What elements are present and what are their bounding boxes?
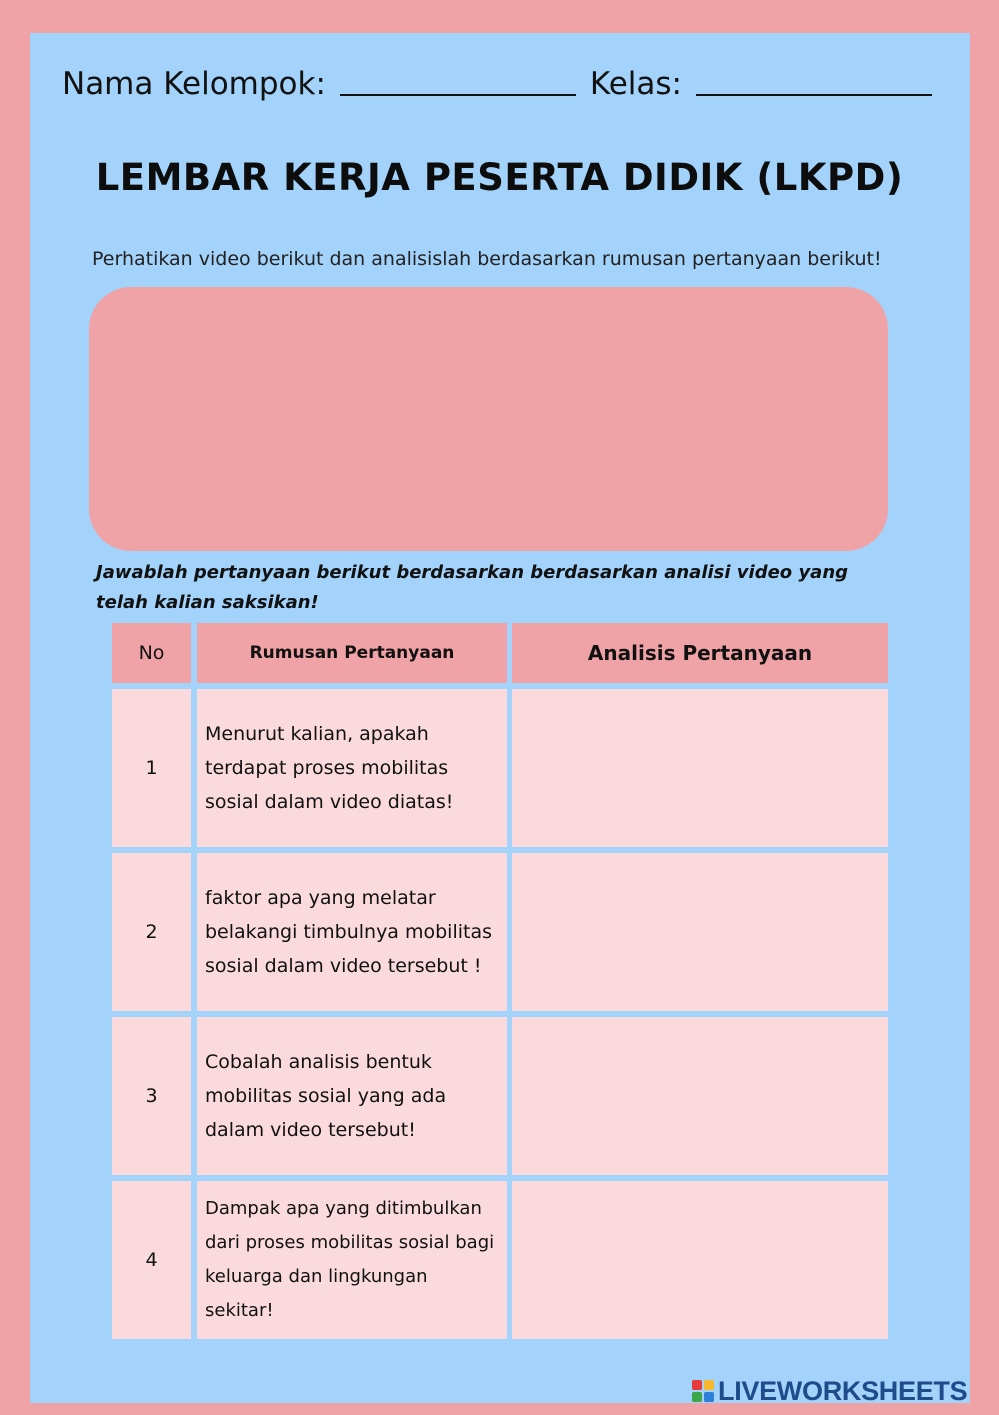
liveworksheets-logo-text: LIVEWORKSHEETS — [718, 1375, 968, 1406]
row-4-answer-input[interactable] — [512, 1181, 888, 1339]
video-placeholder[interactable] — [89, 287, 888, 551]
row-2-answer-input[interactable] — [512, 853, 888, 1011]
header-row — [62, 52, 946, 102]
row-3-no: 3 — [112, 1017, 191, 1175]
row-2-question: faktor apa yang melatar belakangi timbulnya mobilitas sosial dalam video tersebut ! — [197, 853, 507, 1011]
row-1-question: Menurut kalian, apakah terdapat proses mobilitas sosial dalam video diatas! — [197, 689, 507, 847]
page-title: LEMBAR KERJA PESERTA DIDIK (LKPD) — [95, 156, 904, 199]
row-3-answer-input[interactable] — [512, 1017, 888, 1175]
header-no: No — [112, 623, 191, 683]
row-4-question: Dampak apa yang ditimbulkan dari proses mobilitas sosial bagi keluarga dan lingkungan sekitar! — [197, 1181, 507, 1339]
row-1-answer-input[interactable] — [512, 689, 888, 847]
row-1-no: 1 — [112, 689, 191, 847]
class-field[interactable] — [696, 92, 932, 96]
header-analysis: Analisis Pertanyaan — [512, 623, 888, 683]
row-3-question: Cobalah analisis bentuk mobilitas sosial yang ada dalam video tersebut! — [197, 1017, 507, 1175]
class-label: Kelas: — [589, 66, 682, 102]
question-intro: Jawablah pertanyaan berikut berdasarkan berdasarkan analisi video yang telah kalian saksikan! — [96, 562, 849, 613]
instruction-text: Perhatikan video berikut dan analisislah berdasarkan rumusan pertanyaan berikut! — [92, 248, 882, 270]
liveworksheets-logo-icon — [692, 1380, 714, 1402]
row-2-no: 2 — [112, 853, 191, 1011]
liveworksheets-logo[interactable] — [692, 1376, 967, 1406]
logo-square-blue — [704, 1392, 714, 1402]
row-4-no: 4 — [112, 1181, 191, 1339]
header-question: Rumusan Pertanyaan — [197, 623, 507, 683]
group-name-field[interactable] — [340, 92, 576, 96]
logo-square-red — [692, 1380, 702, 1390]
logo-square-yellow — [704, 1380, 714, 1390]
group-name-label: Nama Kelompok: — [62, 66, 326, 102]
logo-square-green — [692, 1392, 702, 1402]
